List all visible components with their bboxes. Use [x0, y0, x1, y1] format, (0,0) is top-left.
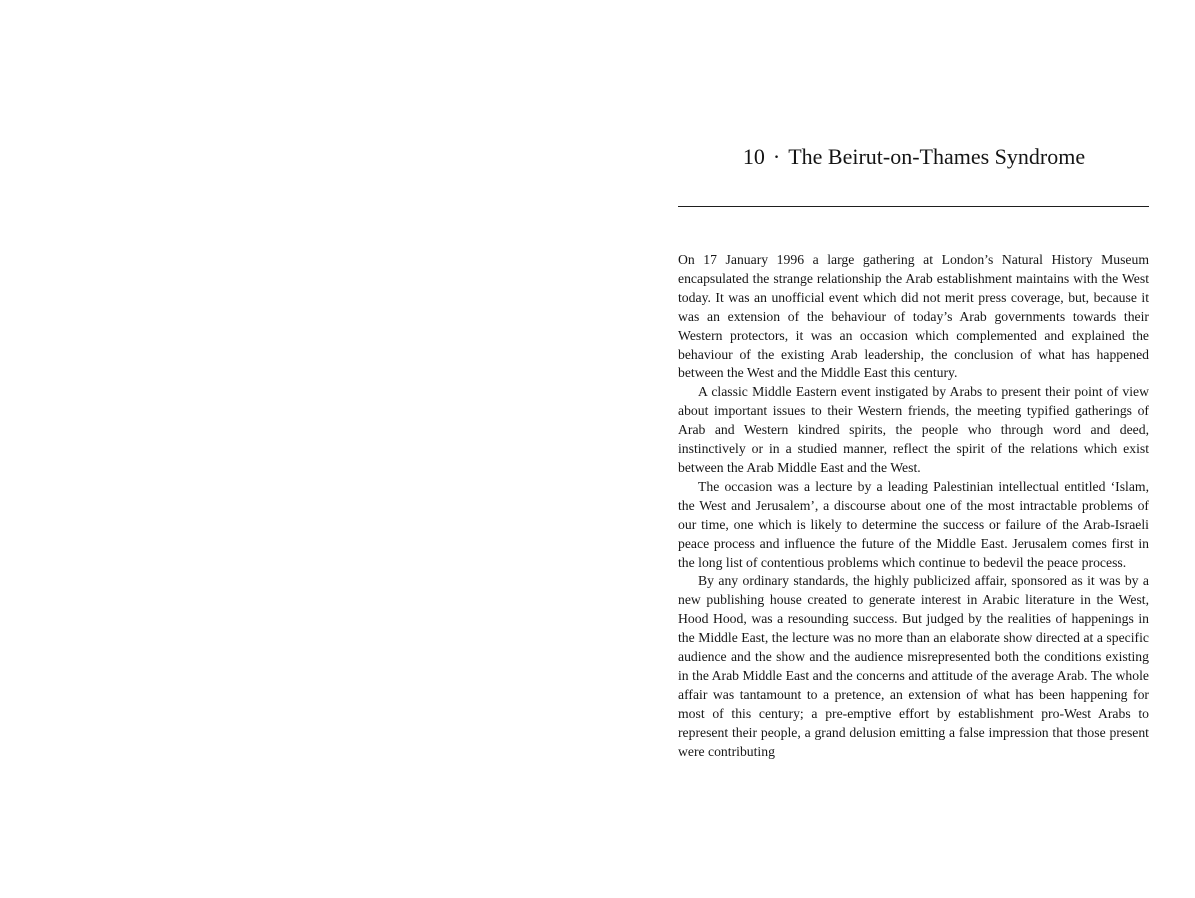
- paragraph-1: On 17 January 1996 a large gathering at London’s Natural History Museum encapsulated the strange relationship the Arab establishment maintains with the West today. It was an unofficial event which did not merit press coverage, but, because it was an extension of the behaviour of today’s Arab governments towards their Western protectors, it was an occasion which complemented and explained the behaviour of the existing Arab leadership, the conclusion of what has happened between the West and the Middle East this century.: [678, 252, 1149, 381]
- paragraph-2: A classic Middle Eastern event instigated by Arabs to present their point of view about important issues to their Western friends, the meeting typified gatherings of Arab and Western kindred spirits, the people who through word and deed, instinctively or in a studied manner, reflect the spirit of the relations which exist between the Arab Middle East and the West.: [678, 384, 1149, 475]
- chapter-title: The Beirut-on-Thames Syndrome: [788, 144, 1086, 169]
- paragraph-3: The occasion was a lecture by a leading Palestinian intellectual entitled ‘Islam, the West and Jerusalem’, a discourse about one of the most intractable problems of our time, one which is likely to determine the success or failure of the Arab-Israeli peace process and influence the future of the Middle East. Jerusalem comes first in the long list of contentious problems which continue to bedevil the peace process.: [678, 478, 1149, 570]
- paragraph-4: By any ordinary standards, the highly publicized affair, sponsored as it was by a new publishing house created to generate interest in Arabic literature in the West, Hood Hood, was a resounding success. But judged by the realities of happenings in the Middle East, the lecture was no more than an elaborate show directed at a specific audience and the show and the audience misrepresented both the conditions existing in the Arab Middle East and the concerns and attitude of the average Arab. The whole affair was tantamount to a pretence, an extension of what has been happening for most of this century; a pre-emptive effort by establishment pro-West Arabs to represent their people, a grand delusion emitting a false impression that those present were contributing: [678, 573, 1149, 759]
- chapter-heading: [680, 142, 1148, 172]
- left-page-blank: [0, 0, 597, 898]
- chapter-number: 10: [742, 144, 765, 169]
- heading-rule: [678, 206, 1149, 207]
- body-text: [678, 251, 1149, 761]
- chapter-separator: ·: [772, 144, 781, 169]
